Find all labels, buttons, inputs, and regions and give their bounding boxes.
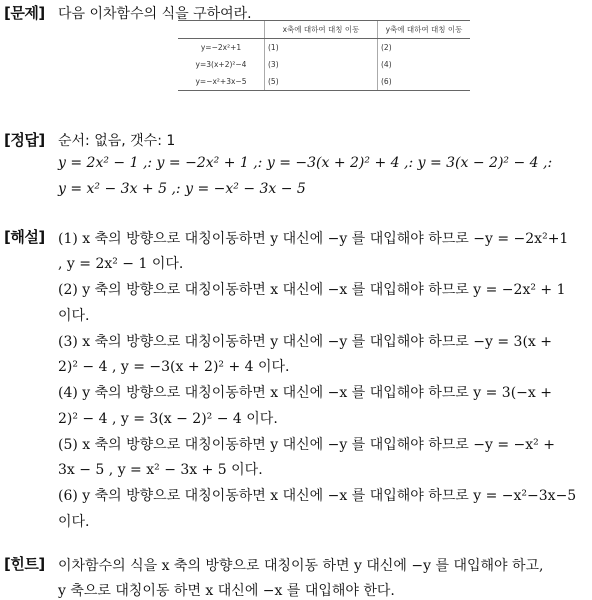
table-header-y-axis: y축에 대하여 대칭 이동 <box>378 21 471 39</box>
hint-label: [힌트] <box>4 555 45 573</box>
table-header-row <box>178 21 470 39</box>
answer-formulas-1: y = 2x² − 1 ,: y = −2x² + 1 ,: y = −3(x + 2)² + 4 ,: y = 3(x − 2)² − 4 ,: <box>58 155 553 171</box>
explanation-line: 2)² − 4 , y = 3(x − 2)² − 4 이다. <box>58 411 278 427</box>
explanation-line: 이다. <box>58 308 90 324</box>
answer-label: [정답] <box>4 131 45 149</box>
explanation-line: (2) y 축의 방향으로 대칭이동하면 x 대신에 −x 를 대입해야 하므로 y = −2x² + 1 <box>58 282 566 298</box>
explanation-line: , y = 2x² − 1 이다. <box>58 256 184 272</box>
table-cell-x: (1) <box>265 39 378 57</box>
hint-line: 이차함수의 식을 x 축의 방향으로 대칭이동 하면 y 대신에 −y 를 대입해야 하고, <box>58 558 544 574</box>
table-header-x-axis: x축에 대하여 대칭 이동 <box>265 21 378 39</box>
table-cell-y: (4) <box>378 56 471 73</box>
table-cell-y: (2) <box>378 39 471 57</box>
explanation-line: 이다. <box>58 514 90 530</box>
explanation-line: (5) x 축의 방향으로 대칭이동하면 y 대신에 −y 를 대입해야 하므로 −y = −x² + <box>58 437 555 453</box>
problem-label: [문제] <box>4 4 45 22</box>
explanation-line: (4) y 축의 방향으로 대칭이동하면 x 대신에 −x 를 대입해야 하므로 y = 3(−x + <box>58 385 552 401</box>
table-row <box>178 39 470 57</box>
table-row <box>178 56 470 73</box>
problem-table <box>178 20 470 91</box>
table-cell-x: (5) <box>265 73 378 91</box>
table-header-blank <box>178 21 265 39</box>
problem-text: 다음 이차함수의 식을 구하여라. <box>58 6 252 22</box>
table-cell-function: y=−x²+3x−5 <box>178 73 265 91</box>
explanation-line: 3x − 5 , y = x² − 3x + 5 이다. <box>58 462 263 478</box>
explanation-line: 2)² − 4 , y = −3(x + 2)² + 4 이다. <box>58 359 290 375</box>
explanation-line: (6) y 축의 방향으로 대칭이동하면 x 대신에 −x 를 대입해야 하므로 y = −x²−3x−5 <box>58 488 577 504</box>
explanation-line: (3) x 축의 방향으로 대칭이동하면 y 대신에 −y 를 대입해야 하므로 −y = 3(x + <box>58 334 552 350</box>
table-cell-function: y=3(x+2)²−4 <box>195 60 247 69</box>
answer-formulas-2: y = x² − 3x + 5 ,: y = −x² − 3x − 5 <box>58 181 306 197</box>
hint-line: y 축으로 대칭이동 하면 x 대신에 −x 를 대입해야 한다. <box>58 583 395 599</box>
explanation-line: (1) x 축의 방향으로 대칭이동하면 y 대신에 −y 를 대입해야 하므로 −y = −2x²+1 <box>58 231 569 247</box>
table-row <box>178 73 470 91</box>
answer-summary: 순서: 없음, 갯수: 1 <box>58 133 176 149</box>
table-cell-function: y=−2x²+1 <box>200 43 242 52</box>
table-cell-x: (3) <box>265 56 378 73</box>
explanation-label: [해설] <box>4 228 45 246</box>
table-cell-y: (6) <box>378 73 471 91</box>
